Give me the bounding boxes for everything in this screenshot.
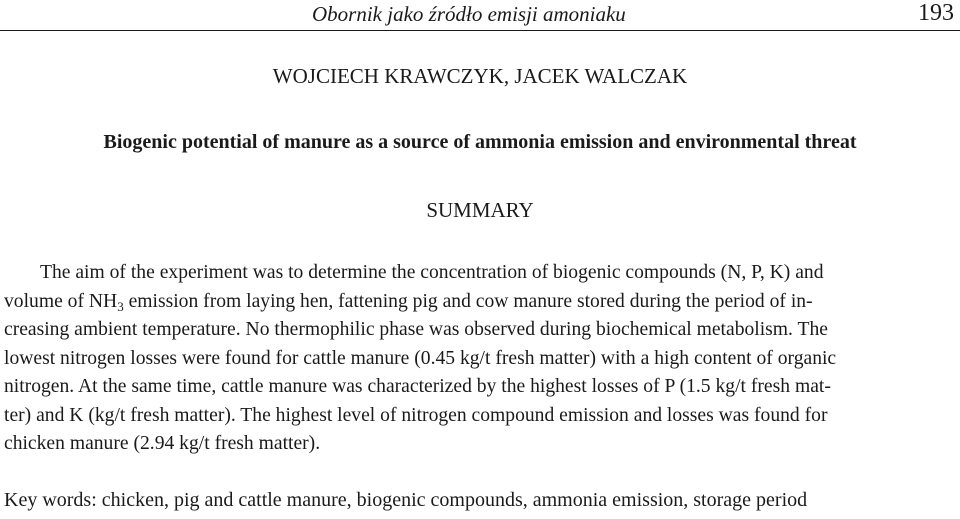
abstract-paragraph xyxy=(4,259,956,459)
abstract-line: ter) and K (kg/t fresh matter). The highest level of nitrogen compound emission and losses was found for xyxy=(4,404,828,426)
paper-title: Biogenic potential of manure as a source of ammonia emission and environmental threat xyxy=(103,131,857,153)
abstract-line xyxy=(4,288,956,317)
abstract-line: chicken manure (2.94 kg/t fresh matter). xyxy=(4,433,321,454)
subscript: 3 xyxy=(117,298,124,314)
keywords: Key words: chicken, pig and cattle manure, biogenic compounds, ammonia emission, storage period xyxy=(4,489,808,511)
running-title: Obornik jako źródło emisji amoniaku xyxy=(312,2,626,26)
page-header xyxy=(0,0,960,32)
authors: WOJCIECH KRAWCZYK, JACEK WALCZAK xyxy=(272,64,688,88)
abstract-line: nitrogen. At the same time, cattle manure was characterized by the highest losses of P (1.5 kg/t fresh mat- xyxy=(4,376,831,397)
abstract-line: The aim of the experiment was to determine the concentration of biogenic compounds (N, P, K) and xyxy=(40,262,824,283)
abstract-line: lowest nitrogen losses were found for cattle manure (0.45 kg/t fresh matter) with a high content of organic xyxy=(4,347,837,369)
abstract-line: creasing ambient temperature. No thermophilic phase was observed during biochemical metabolism. The xyxy=(4,319,828,340)
abstract-text: emission from laying hen, fattening pig and cow manure stored during the period of in- xyxy=(123,290,813,312)
header-divider xyxy=(0,30,960,31)
summary-heading: SUMMARY xyxy=(426,198,534,222)
page-number: 193 xyxy=(918,0,954,26)
abstract-text: volume of NH xyxy=(4,290,118,312)
